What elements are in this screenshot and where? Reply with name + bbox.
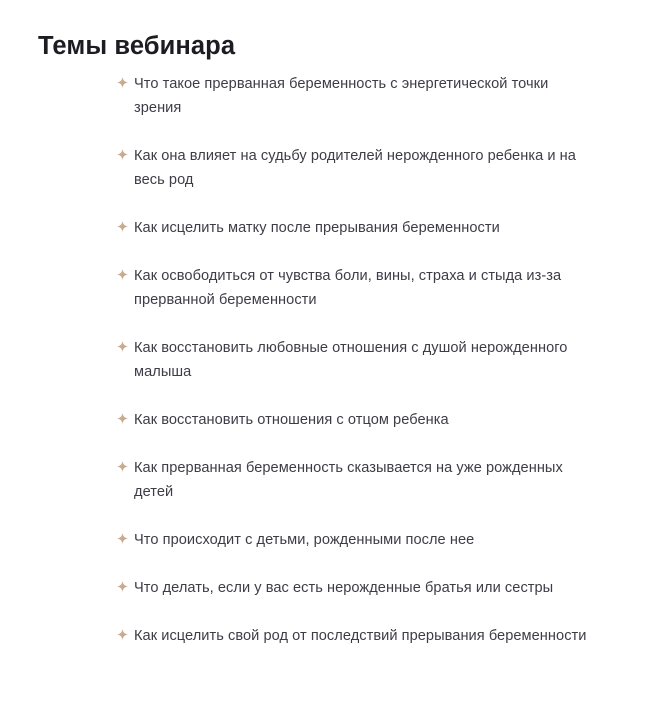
list-item <box>117 456 607 504</box>
sparkle-icon <box>117 413 128 424</box>
sparkle-icon <box>117 581 128 592</box>
sparkle-icon <box>117 77 128 88</box>
sparkle-icon <box>117 269 128 280</box>
list-item <box>117 336 607 384</box>
page-title: Темы вебинара <box>38 32 236 61</box>
webinar-topics-list <box>117 72 607 648</box>
list-item-label: Что делать, если у вас есть нерожденные братья или сестры <box>134 580 554 596</box>
list-item <box>117 264 607 312</box>
sparkle-icon <box>117 149 128 160</box>
list-item-label: Как освободиться от чувства боли, вины, страха и стыда из-за прерванной беременности <box>134 268 562 308</box>
list-item-label: Как восстановить отношения с отцом ребенка <box>134 412 449 428</box>
list-item-label: Как восстановить любовные отношения с душой нерожденного малыша <box>134 340 568 380</box>
sparkle-icon <box>117 629 128 640</box>
list-item <box>117 72 607 120</box>
list-item <box>117 624 607 648</box>
list-item-label: Что такое прерванная беременность с энергетической точки зрения <box>134 76 549 116</box>
list-item <box>117 408 607 432</box>
list-item-label: Что происходит с детьми, рожденными после нее <box>134 532 475 548</box>
list-item <box>117 576 607 600</box>
list-item <box>117 216 607 240</box>
list-item-label: Как она влияет на судьбу родителей нерожденного ребенка и на весь род <box>134 148 576 188</box>
sparkle-icon <box>117 341 128 352</box>
sparkle-icon <box>117 221 128 232</box>
list-item-label: Как исцелить свой род от последствий прерывания беременности <box>134 628 587 644</box>
list-item <box>117 528 607 552</box>
list-item-label: Как прерванная беременность сказывается на уже рожденных детей <box>134 460 563 500</box>
list-item-label: Как исцелить матку после прерывания беременности <box>134 220 500 236</box>
list-item <box>117 144 607 192</box>
sparkle-icon <box>117 461 128 472</box>
sparkle-icon <box>117 533 128 544</box>
